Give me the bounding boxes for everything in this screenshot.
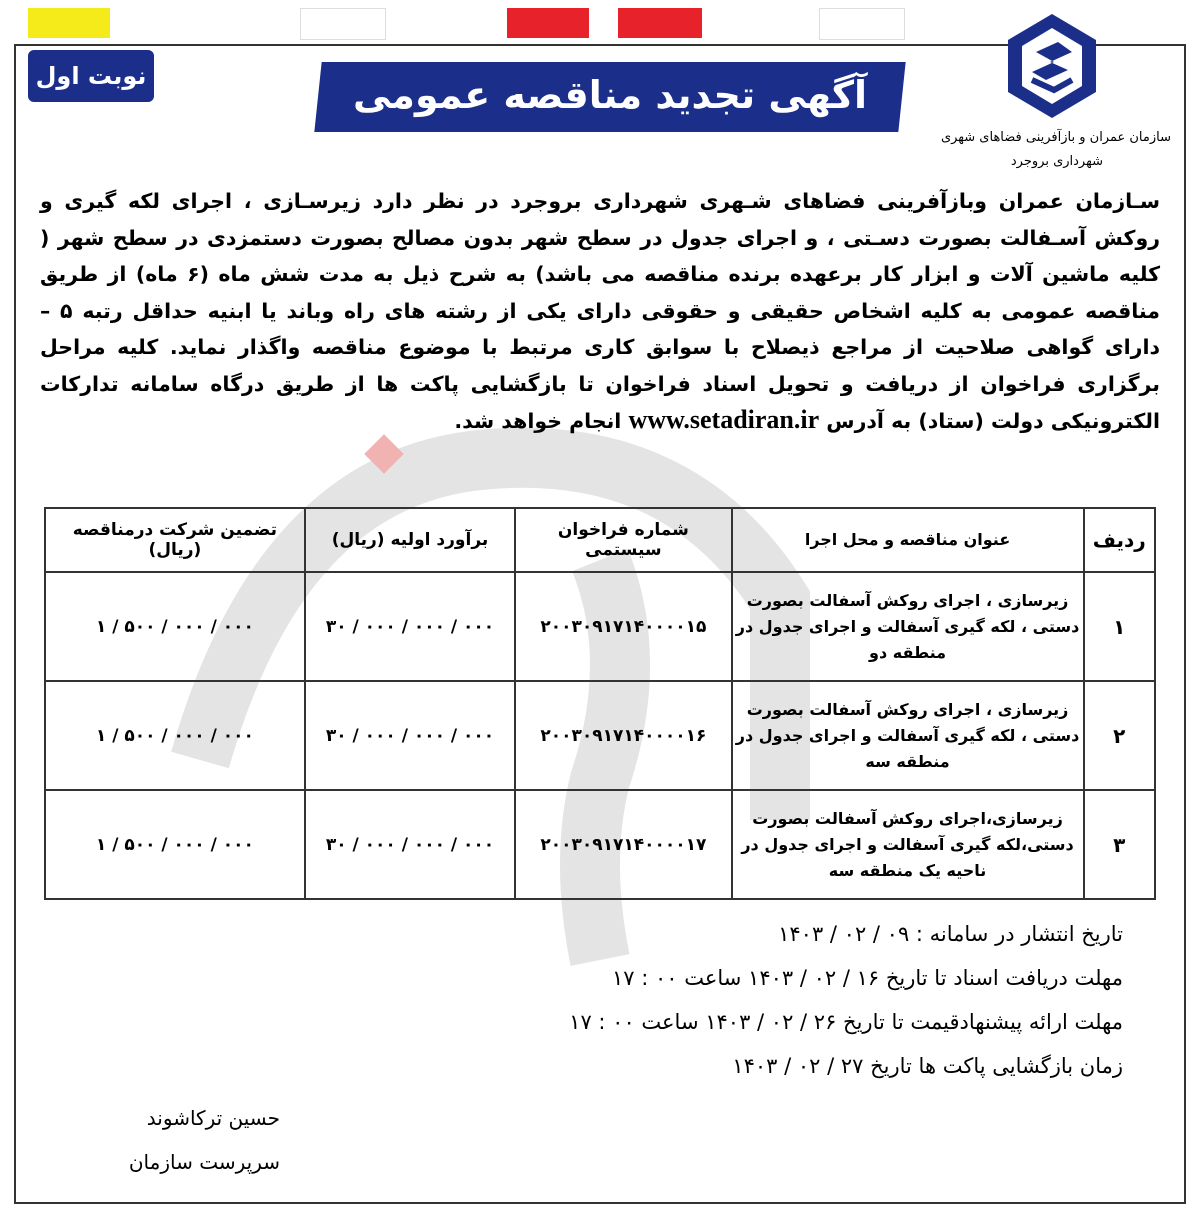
tender-title: زیرسازی ، اجرای روکش آسفالت بصورت دستی ، لکه گیری آسفالت و اجرای جدول در منطقه سه — [732, 681, 1084, 790]
table-header-row — [45, 508, 1155, 572]
table-row — [45, 572, 1155, 681]
color-strip-red — [618, 8, 702, 38]
header-bid-guarantee: تضمین شرکت درمناقصه (ریال) — [45, 508, 305, 572]
municipality-name: شهرداری بروجرد — [1010, 154, 1103, 169]
page-title: آگهی تجدید مناقصه عمومی — [352, 73, 868, 117]
signature-block — [40, 1096, 280, 1184]
bid-deadline: مهلت ارائه پیشنهادقیمت تا تاریخ ۲۶ / ۰۲ / ۱۴۰۳ ساعت ۰۰ : ۱۷ — [569, 1010, 1123, 1034]
announcement-body — [40, 183, 1160, 440]
row-number: ۲ — [1084, 681, 1155, 790]
documents-deadline: مهلت دریافت اسناد تا تاریخ ۱۶ / ۰۲ / ۱۴۰۳ ساعت ۰۰ : ۱۷ — [611, 966, 1123, 990]
bid-guarantee: ۱ / ۵۰۰ / ۰۰۰ / ۰۰۰ — [45, 790, 305, 899]
initial-estimate: ۳۰ / ۰۰۰ / ۰۰۰ / ۰۰۰ — [305, 572, 515, 681]
row-number: ۳ — [1084, 790, 1155, 899]
call-number: ۲۰۰۳۰۹۱۷۱۴۰۰۰۰۱۷ — [515, 790, 731, 899]
bid-guarantee: ۱ / ۵۰۰ / ۰۰۰ / ۰۰۰ — [45, 572, 305, 681]
body-paragraph: سـازمان عمران وبازآفرینی فضاهای شـهری شهرداری بروجرد در نظر دارد زیرسـازی ، اجرای لکه گیری و روکش آسـفالت بصورت دسـتی ، و اجرای جدول در سطح شهر بدون مصالح بصورت دستمزدی در سطح شهر ( کلیه ماشین آلات و ابزار کار برعهده برنده مناقصه می باشد) به شرح ذیل به مدت شش ماه (۶ ماه) از طریق مناقصه عمومی به کلیه اشخاص حقیقی و حقوقی دارای یکی از رشته های راه وباند یا ابنیه حداقل رتبه ۵ – دارای گواهی صلاحیت از مراجع ذیصلاح با سوابق کاری مرتبط با موضوع مناقصه واگذار نماید. کلیه مراحل برگزاری فراخوان از دریافت و تحویل اسناد فراخوان تا بازگشایی پاکت ها از طریق درگاه سامانه تدارکات الکترونیکی دولت (ستاد) به آدرس — [40, 189, 1160, 433]
bid-guarantee: ۱ / ۵۰۰ / ۰۰۰ / ۰۰۰ — [45, 681, 305, 790]
organization-logo-icon — [1002, 8, 1102, 124]
header-row-number: ردیف — [1084, 508, 1155, 572]
signatory-role: سرپرست سازمان — [128, 1150, 280, 1174]
color-strip-yellow — [28, 8, 110, 38]
header-call-number: شماره فراخوان سیستمی — [515, 508, 731, 572]
color-strip-white — [300, 8, 386, 40]
publication-round-badge: نوبت اول — [28, 50, 154, 102]
organization-name: سازمان عمران و بازآفرینی فضاهای شهری — [940, 130, 1171, 145]
publish-date: تاریخ انتشار در سامانه : ۰۹ / ۰۲ / ۱۴۰۳ — [778, 922, 1123, 946]
header-tender-title: عنوان مناقصه و محل اجرا — [732, 508, 1084, 572]
color-strip-red — [507, 8, 589, 38]
tender-title: زیرسازی،اجرای روکش آسفالت بصورت دستی،لکه گیری آسفالت و اجرای جدول در ناحیه یک منطقه سه — [732, 790, 1084, 899]
table-row — [45, 790, 1155, 899]
body-tail: انجام خواهد شد. — [454, 409, 622, 433]
initial-estimate: ۳۰ / ۰۰۰ / ۰۰۰ / ۰۰۰ — [305, 681, 515, 790]
row-number: ۱ — [1084, 572, 1155, 681]
setad-website-link[interactable]: www.setadiran.ir — [628, 405, 820, 434]
tender-title: زیرسازی ، اجرای روکش آسفالت بصورت دستی ، لکه گیری آسفالت و اجرای جدول در منطقه دو — [732, 572, 1084, 681]
opening-date: زمان بازگشایی پاکت ها تاریخ ۲۷ / ۰۲ / ۱۴۰۳ — [732, 1054, 1123, 1078]
call-number: ۲۰۰۳۰۹۱۷۱۴۰۰۰۰۱۶ — [515, 681, 731, 790]
initial-estimate: ۳۰ / ۰۰۰ / ۰۰۰ / ۰۰۰ — [305, 790, 515, 899]
call-number: ۲۰۰۳۰۹۱۷۱۴۰۰۰۰۱۵ — [515, 572, 731, 681]
table-row — [45, 681, 1155, 790]
tenders-table — [44, 507, 1156, 900]
color-strip-white — [819, 8, 905, 40]
header-initial-estimate: برآورد اولیه (ریال) — [305, 508, 515, 572]
signatory-name: حسین ترکاشوند — [146, 1106, 280, 1130]
schedule-dates — [323, 912, 1123, 1088]
